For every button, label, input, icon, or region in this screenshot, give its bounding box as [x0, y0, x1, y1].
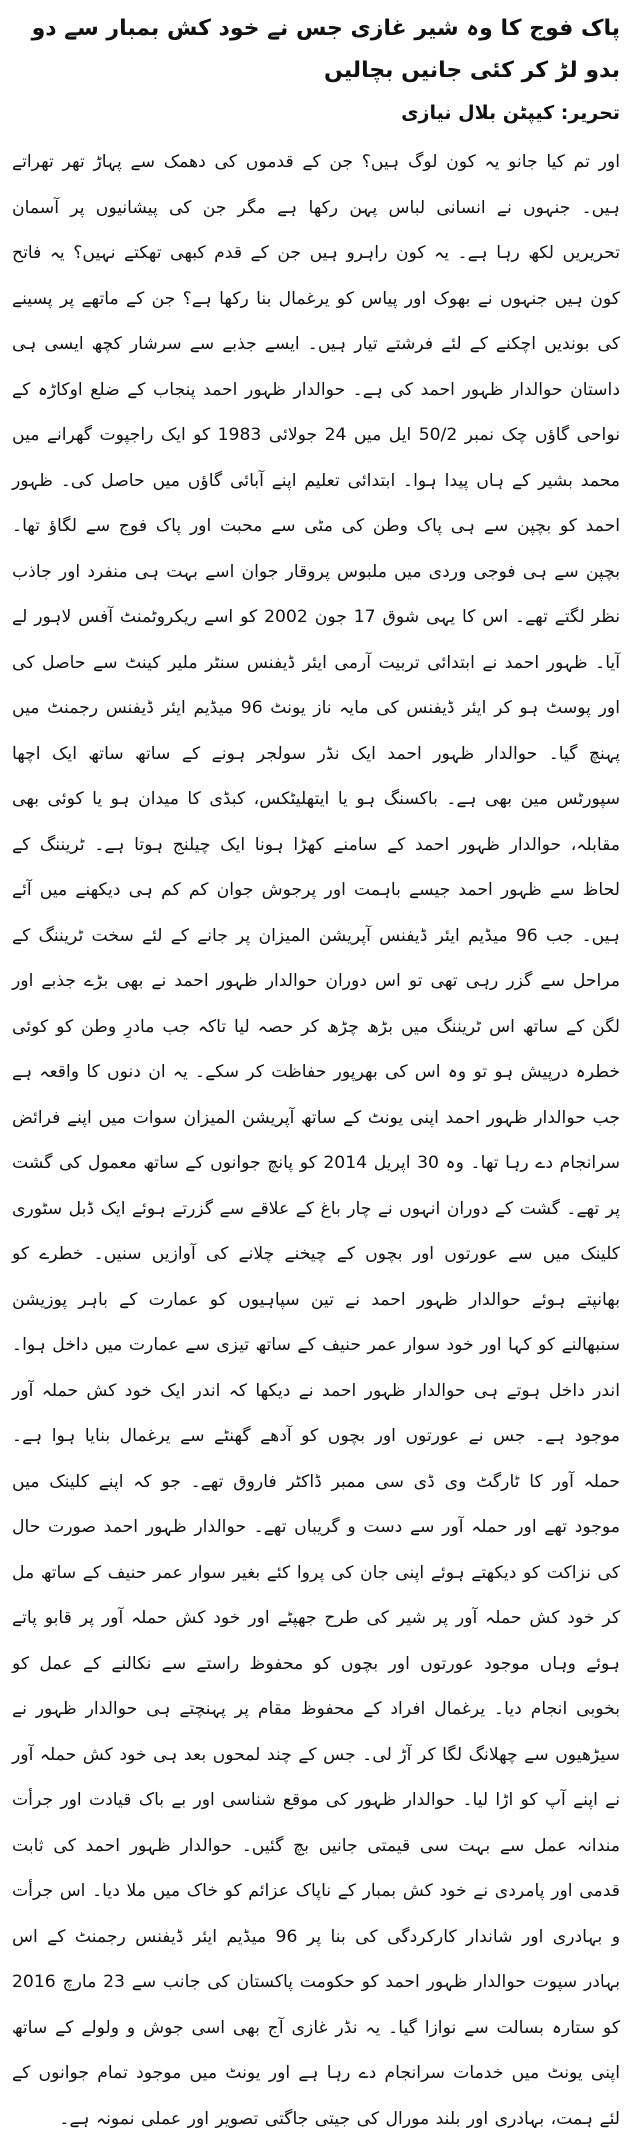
article-headline: پاک فوج کا وہ شیر غازی جس نے خود کش بمبار سے دو بدو لڑ کر کئی جانیں بچالیں: [31, 16, 620, 83]
article-body: اور تم کیا جانو یہ کون لوگ ہیں؟ جن کے قدموں کی دھمک سے پہاڑ تھر تھراتے ہیں۔ جنہوں نے انسانی لباس پہن رکھا ہے مگر جن کی پیشانیوں پر آسمان تحریریں لکھ رہا ہے۔ یہ کون راہرو ہیں جن کے قدم کبھی تھکتے نہیں؟ یہ فاتح کون ہیں جنہوں نے بھوک اور پیاس کو یرغمال بنا رکھا ہے؟ جن کے ماتھے پر پسینے کی بوندیں اچکنے کے لئے فرشتے تیار ہیں۔ ایسے جذبے سے سرشار کچھ ایسی ہی داستان حوالدار ظہور احمد کی ہے۔ حوالدار ظہور احمد پنجاب کے ضلع اوکاڑہ کے نواحی گاؤں چک نمبر 50/2 ایل میں 24 جولائی 1983 کو ایک راجپوت گھرانے میں محمد بشیر کے ہاں پیدا ہوا۔ ابتدائی تعلیم اپنے آبائی گاؤں میں حاصل کی۔ ظہور احمد کو بچپن سے ہی پاک وطن کی مٹی سے محبت اور پاک فوج سے لگاؤ تھا۔ بچپن سے ہی فوجی وردی میں ملبوس پروقار جوان اسے بہت ہی منفرد اور جاذب نظر لگتے تھے۔ اس کا یہی شوق 17 جون 2002 کو اسے ریکروٹمنٹ آفس لاہور لے آیا۔ ظہور احمد نے ابتدائی تربیت آرمی ایئر ڈیفنس سنٹر ملیر کینٹ سے حاصل کی اور پوسٹ ہو کر ایئر ڈیفنس کی مایہ ناز یونٹ 96 میڈیم ایئر ڈیفنس رجمنٹ میں پہنچ گیا۔ حوالدار ظہور احمد ایک نڈر سولجر ہونے کے ساتھ ساتھ ایک اچھا سپورٹس مین بھی ہے۔ باکسنگ ہو یا ایتھلیٹکس، کبڈی کا میدان ہو یا کوئی بھی مقابلہ، حوالدار ظہور احمد کے سامنے کھڑا ہونا ایک چیلنج ہوتا ہے۔ ٹریننگ کے لحاظ سے ظہور احمد جیسے باہمت اور پرجوش جوان کم کم ہی دیکھنے میں آئے ہیں۔ جب 96 میڈیم ایئر ڈیفنس آپریشن المیزان پر جانے کے لئے سخت ٹریننگ کے مراحل سے گزر رہی تھی تو اس دوران حوالدار ظہور احمد نے بھی بڑے جذبے اور لگن کے ساتھ اس ٹریننگ میں بڑھ چڑھ کر حصہ لیا تاکہ جب مادرِ وطن کو کوئی خطرہ درپیش ہو تو وہ اس کی بھرپور حفاظت کر سکے۔ یہ ان دنوں کا واقعہ ہے جب حوالدار ظہور احمد اپنی یونٹ کے ساتھ آپریشن المیزان سوات میں اپنے فرائض سرانجام دے رہا تھا۔ وہ 30 اپریل 2014 کو پانچ جوانوں کے ساتھ معمول کی گشت پر تھے۔ گشت کے دوران انہوں نے چار باغ کے علاقے سے گزرتے ہوئے ایک ڈبل سٹوری کلینک میں سے عورتوں اور بچوں کے چیخنے چلانے کی آوازیں سنیں۔ خطرے کو بھانپتے ہوئے حوالدار ظہور احمد نے تین سپاہیوں کو عمارت کے باہر پوزیشن سنبھالنے کو کہا اور خود سوار عمر حنیف کے ساتھ تیزی سے عمارت میں داخل ہوا۔ اندر داخل ہوتے ہی حوالدار ظہور احمد نے دیکھا کہ اندر ایک خود کش حملہ آور موجود ہے۔ جس نے عورتوں اور بچوں کو آدھے گھنٹے سے یرغمال بنایا ہوا ہے۔ حملہ آور کا ٹارگٹ وی ڈی سی ممبر ڈاکٹر فاروق تھے۔ جو کہ اپنے کلینک میں موجود تھے اور حملہ آور سے دست و گریباں تھے۔ حوالدار ظہور احمد صورت حال کی نزاکت کو دیکھتے ہوئے اپنی جان کی پروا کئے بغیر سوار عمر حنیف کے ساتھ مل کر خود کش حملہ آور پر شیر کی طرح جھپٹے اور خود کش حملہ آور پر قابو پاتے ہوئے وہاں موجود عورتوں اور بچوں کو محفوظ راستے سے نکالنے کے عمل کو بخوبی انجام دیا۔ یرغمال افراد کے محفوظ مقام پر پہنچتے ہی حوالدار ظہور نے سیڑھیوں سے چھلانگ لگا کر آڑ لی۔ جس کے چند لمحوں بعد ہی خود کش حملہ آور نے اپنے آپ کو اڑا لیا۔ حوالدار ظہور کی موقع شناسی اور بے باک قیادت اور جرأت مندانہ عمل سے بہت سی قیمتی جانیں بچ گئیں۔ حوالدار ظہور احمد کی ثابت قدمی اور پامردی نے خود کش بمبار کے ناپاک عزائم کو خاک میں ملا دیا۔ اس جرأت و بہادری اور شاندار کارکردگی کی بنا پر 96 میڈیم ایئر ڈیفنس رجمنٹ کے اس بہادر سپوت حوالدار ظہور احمد کو حکومت پاکستان کی جانب سے 23 مارچ 2016 کو ستارہ بسالت سے نوازا گیا۔ یہ نڈر غازی آج بھی اسی جوش و ولولے کے ساتھ اپنی یونٹ میں خدمات سرانجام دے رہا ہے اور یونٹ میں موجود تمام جوانوں کے لئے ہمت، بہادری اور بلند مورال کی جیتی جاگتی تصویر اور عملی نمونہ ہے۔: [11, 152, 621, 2129]
article-byline: تحریر: کیپٹن بلال نیازی: [401, 102, 620, 124]
